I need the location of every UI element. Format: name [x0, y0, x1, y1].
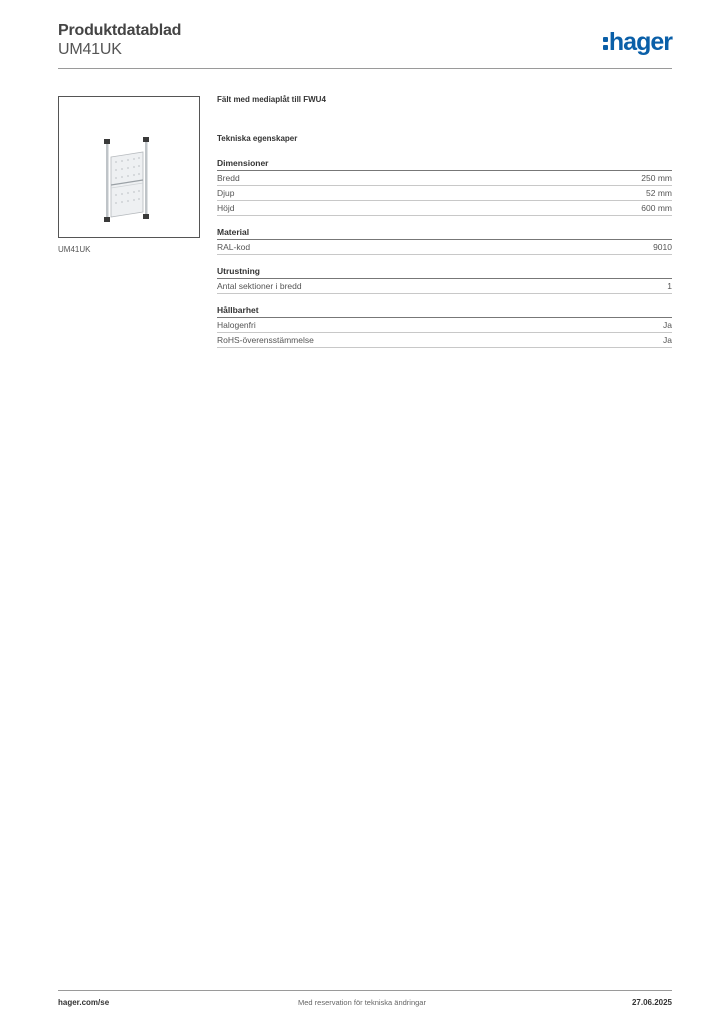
footer-date: 27.06.2025	[631, 998, 672, 1007]
image-caption: UM41UK	[58, 245, 91, 254]
hager-logo	[603, 28, 672, 57]
section-title-dimensions: Dimensioner	[217, 157, 672, 171]
header-divider	[58, 68, 672, 69]
footer-note: Med reservation för tekniska ändringar	[298, 998, 426, 1007]
spec-value: Ja	[663, 320, 672, 330]
spec-row	[217, 186, 672, 201]
spec-row	[217, 171, 672, 186]
spec-value: 250 mm	[641, 173, 672, 183]
footer-website-link[interactable]: hager.com/se	[58, 998, 110, 1007]
spec-label: RAL-kod	[217, 242, 251, 252]
document-title: Produktdatablad	[58, 22, 182, 39]
spec-value: 1	[667, 281, 672, 291]
section-title-material: Material	[217, 226, 672, 240]
spec-value: 9010	[653, 242, 672, 252]
spec-row	[217, 333, 672, 348]
spec-row	[217, 240, 672, 255]
section-title-sustainability: Hållbarhet	[217, 304, 672, 318]
footer-divider	[58, 990, 672, 991]
spec-value: 600 mm	[641, 203, 672, 213]
spec-label: Höjd	[217, 203, 235, 213]
spec-row	[217, 201, 672, 216]
page-header	[58, 20, 672, 70]
product-name: Fält med mediaplåt till FWU4	[217, 95, 326, 104]
mounting-plate-icon	[59, 97, 199, 237]
spec-label: RoHS-överensstämmelse	[217, 335, 314, 345]
spec-heading: Tekniska egenskaper	[217, 134, 298, 143]
spec-row	[217, 279, 672, 294]
section-title-equipment: Utrustning	[217, 265, 672, 279]
spec-label: Antal sektioner i bredd	[217, 281, 302, 291]
spec-value: 52 mm	[646, 188, 672, 198]
spec-label: Djup	[217, 188, 235, 198]
spec-value: Ja	[663, 335, 672, 345]
logo-text: hager	[608, 28, 672, 56]
product-details	[217, 95, 672, 348]
spec-label: Halogenfri	[217, 320, 256, 330]
spec-label: Bredd	[217, 173, 240, 183]
logo-dots-icon	[603, 33, 608, 51]
spec-row	[217, 318, 672, 333]
product-image	[58, 96, 200, 238]
product-code: UM41UK	[58, 41, 122, 58]
